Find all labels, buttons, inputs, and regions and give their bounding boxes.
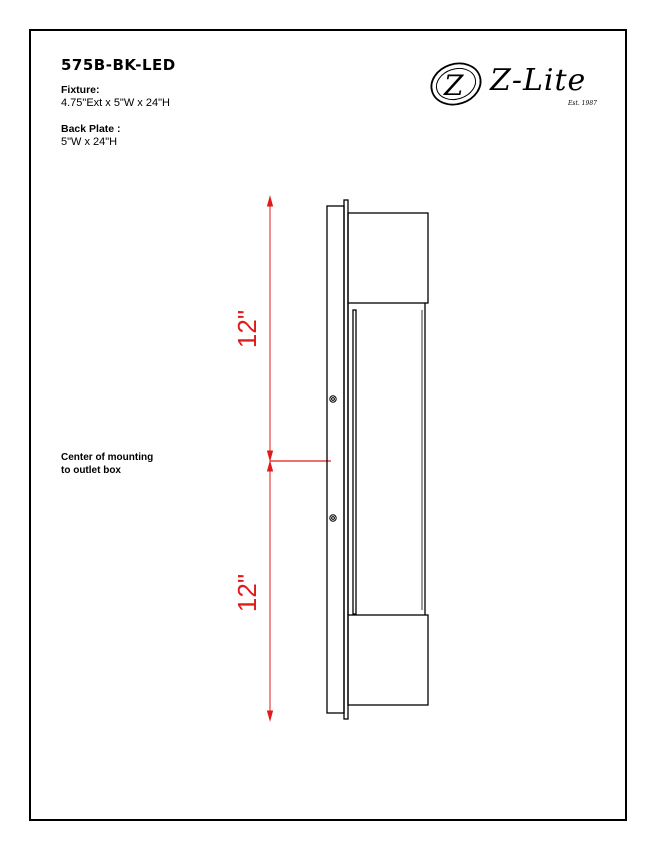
dimension-arrow-center-up bbox=[268, 451, 273, 460]
dimension-line bbox=[268, 197, 332, 720]
mounting-note-line-2: to outlet box bbox=[61, 465, 121, 476]
fixture-body bbox=[348, 213, 428, 705]
brand-name: Z-Lite bbox=[490, 63, 587, 98]
mounting-note-line-1: Center of mounting bbox=[61, 452, 154, 463]
back-plate-body bbox=[327, 206, 344, 713]
body-inner-rail bbox=[353, 310, 356, 614]
screw-lower-center bbox=[332, 517, 335, 520]
top-cap bbox=[348, 213, 428, 303]
brand-established: Est. 1987 bbox=[568, 100, 597, 107]
bottom-cap bbox=[348, 615, 428, 705]
fixture-label: Fixture: bbox=[61, 84, 100, 96]
fixture-dimensions: 4.75"Ext x 5"W x 24"H bbox=[61, 97, 170, 109]
dimension-arrow-center-down bbox=[268, 462, 273, 471]
mounting-screws bbox=[330, 396, 336, 521]
upper-dimension-label: 12" bbox=[232, 309, 262, 349]
screw-upper-center bbox=[332, 398, 335, 401]
backplate-dimensions: 5"W x 24"H bbox=[61, 136, 118, 148]
dimension-arrow-bottom bbox=[268, 711, 273, 720]
model-title: 575B-BK-LED bbox=[61, 56, 176, 74]
screw-upper bbox=[330, 396, 336, 402]
backplate-label: Back Plate : bbox=[61, 123, 121, 135]
screw-lower bbox=[330, 515, 336, 521]
lower-dimension-label: 12" bbox=[232, 573, 262, 613]
dimension-arrow-top bbox=[268, 197, 273, 206]
brand-monogram: Z bbox=[444, 69, 464, 102]
back-plate bbox=[327, 200, 348, 719]
